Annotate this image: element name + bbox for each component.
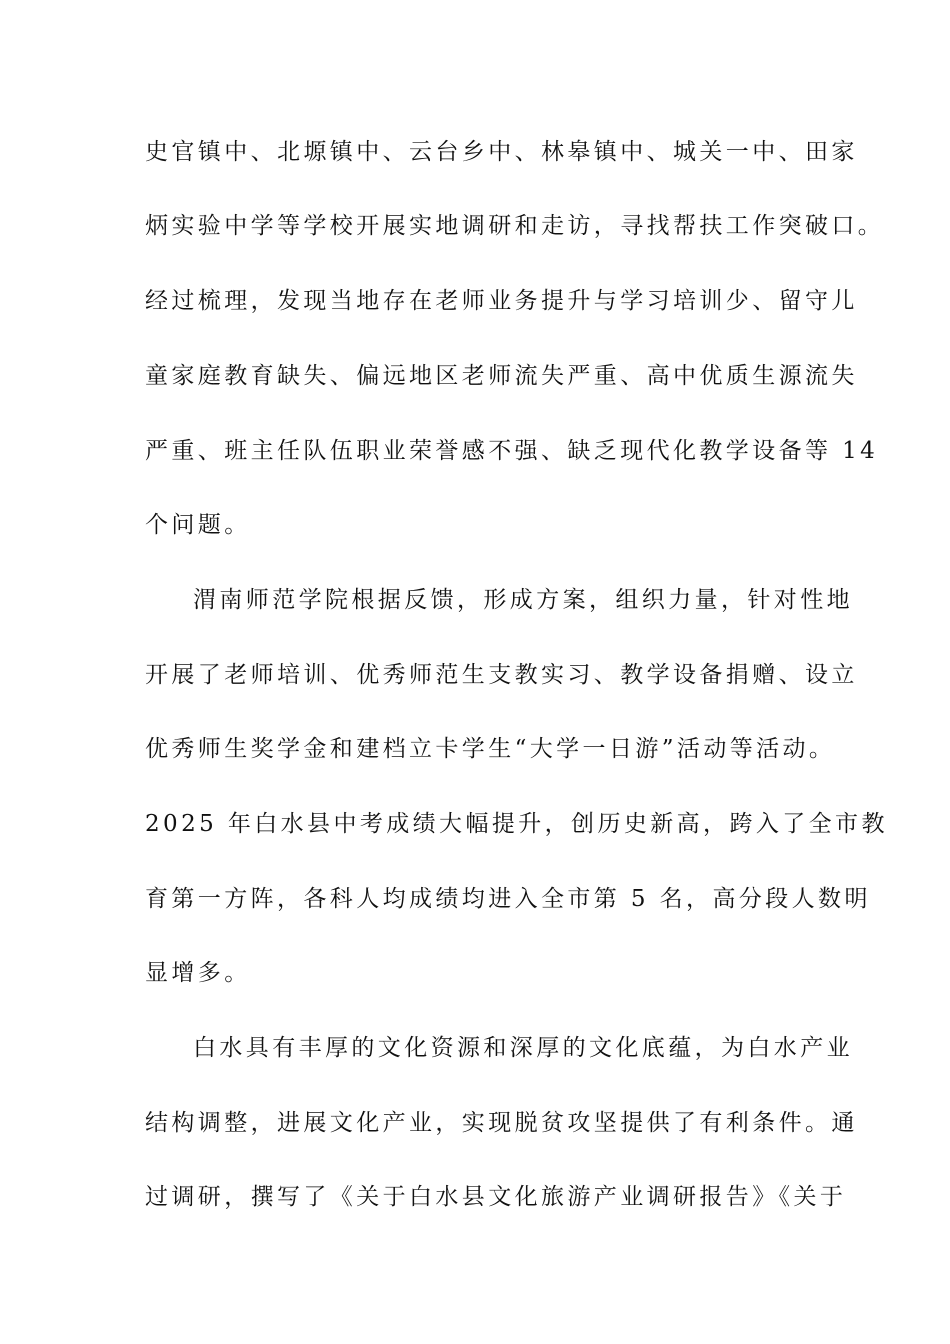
text-line: 个问题。 [145, 512, 251, 538]
paragraph-first-line: 白水具有丰厚的文化资源和深厚的文化底蕴，为白水产业 [193, 1035, 853, 1061]
text-line: 炳实验中学等学校开展实地调研和走访，寻找帮扶工作突破口。 [145, 213, 885, 239]
text-line: 开展了老师培训、优秀师范生支教实习、教学设备捐赠、设立 [145, 662, 858, 688]
text-line: 经过梳理，发现当地存在老师业务提升与学习培训少、留守儿 [145, 288, 858, 314]
text-line: 2025 年白水县中考成绩大幅提升，创历史新高，跨入了全市教 [145, 811, 888, 837]
text-line: 结构调整，进展文化产业，实现脱贫攻坚提供了有利条件。通 [145, 1110, 858, 1136]
text-line: 史官镇中、北塬镇中、云台乡中、林皋镇中、城关一中、田家 [145, 139, 858, 165]
text-line: 优秀师生奖学金和建档立卡学生“大学一日游”活动等活动。 [145, 736, 836, 762]
text-line: 显增多。 [145, 960, 251, 986]
text-line: 严重、班主任队伍职业荣誉感不强、缺乏现代化教学设备等 14 [145, 438, 879, 464]
text-line: 育第一方阵，各科人均成绩均进入全市第 5 名，高分段人数明 [145, 886, 871, 912]
text-line: 过调研，撰写了《关于白水县文化旅游产业调研报告》《关于 [145, 1184, 847, 1210]
paragraph-first-line: 渭南师范学院根据反馈，形成方案，组织力量，针对性地 [193, 587, 853, 613]
text-line: 童家庭教育缺失、偏远地区老师流失严重、高中优质生源流失 [145, 363, 858, 389]
